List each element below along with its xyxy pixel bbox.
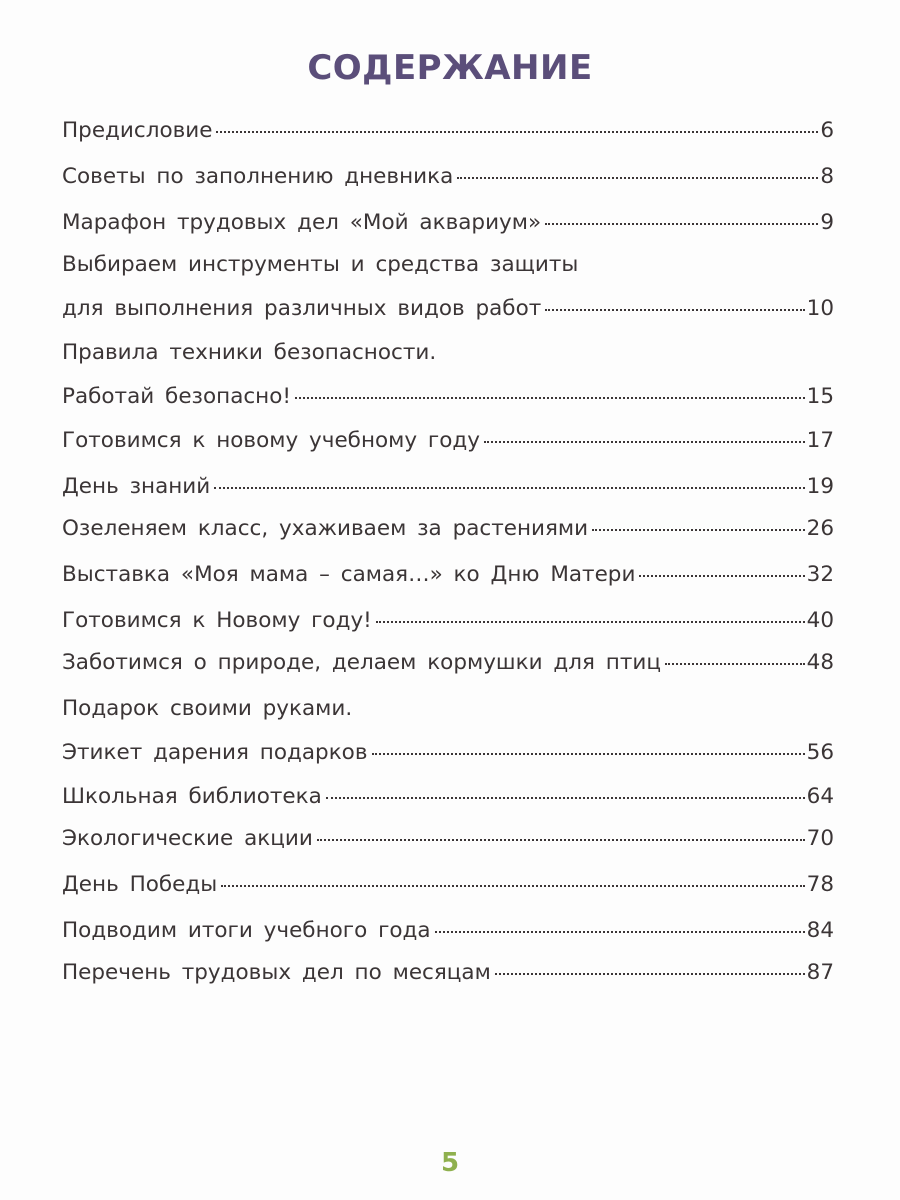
dot-leader <box>545 223 818 225</box>
toc-page-number: 15 <box>806 384 834 409</box>
toc-page-number: 40 <box>806 608 834 633</box>
toc-page-number: 6 <box>820 118 834 143</box>
toc-entry[interactable] <box>62 918 834 948</box>
toc-page-number: 56 <box>806 740 834 765</box>
toc-entry-label: Выбираем инструменты и средства защиты <box>62 252 579 277</box>
toc-entry-label: Перечень трудовых дел по месяцам <box>62 960 491 985</box>
dot-leader <box>376 621 805 623</box>
toc-entry[interactable] <box>62 474 834 504</box>
toc-page-number: 26 <box>806 516 834 541</box>
toc-entry-label: День Победы <box>62 872 218 897</box>
toc-entry-label: Работай безопасно! <box>62 384 292 409</box>
toc-page-number: 70 <box>806 826 834 851</box>
toc-entry-label: День знаний <box>62 474 211 499</box>
toc-page-number: 64 <box>806 784 834 809</box>
toc-entry[interactable] <box>62 340 834 414</box>
toc-entry[interactable] <box>62 516 834 546</box>
toc-entry[interactable] <box>62 650 834 680</box>
toc-entry[interactable] <box>62 164 834 194</box>
dot-leader <box>372 753 805 755</box>
dot-leader <box>592 529 805 531</box>
toc-entry[interactable] <box>62 562 834 592</box>
toc-entry-label: Выставка «Моя мама – самая…» ко Дню Матери <box>62 562 636 587</box>
toc-entry[interactable] <box>62 252 834 326</box>
dot-leader <box>435 931 805 933</box>
toc-entry-label: Школьная библиотека <box>62 784 322 809</box>
toc-page-number: 87 <box>806 960 834 985</box>
dot-leader <box>457 177 818 179</box>
toc-page-number: 17 <box>806 428 834 453</box>
toc-entry-label: Подарок своими руками. <box>62 696 353 721</box>
dot-leader <box>214 487 804 489</box>
toc-entry[interactable] <box>62 696 834 770</box>
dot-leader <box>495 973 805 975</box>
page-number: 5 <box>440 1148 460 1178</box>
toc-entry-label: Готовимся к новому учебному году <box>62 428 480 453</box>
dot-leader <box>216 131 818 133</box>
dot-leader <box>295 397 805 399</box>
dot-leader <box>665 663 805 665</box>
toc-page-number: 9 <box>820 210 834 235</box>
toc-entry[interactable] <box>62 210 834 240</box>
dot-leader <box>484 441 805 443</box>
toc-entry-label: Заботимся о природе, делаем кормушки для птиц <box>62 650 661 675</box>
toc-page-number: 78 <box>806 872 834 897</box>
toc-entry[interactable] <box>62 118 834 148</box>
toc-entry-label: Правила техники безопасности. <box>62 340 437 365</box>
toc-page-number: 19 <box>806 474 834 499</box>
dot-leader <box>317 839 805 841</box>
page-title: СОДЕРЖАНИЕ <box>307 48 593 88</box>
dot-leader <box>221 885 804 887</box>
toc-entry-label: Готовимся к Новому году! <box>62 608 372 633</box>
toc-entry[interactable] <box>62 960 834 990</box>
toc-entry-label: Этикет дарения подарков <box>62 740 368 765</box>
toc-page-number: 48 <box>806 650 834 675</box>
toc-entry-label: Экологические акции <box>62 826 313 851</box>
toc-entry-label: для выполнения различных видов работ <box>62 296 542 321</box>
toc-entry[interactable] <box>62 872 834 902</box>
toc-entry-label: Предисловие <box>62 118 213 143</box>
toc-page-number: 84 <box>806 918 834 943</box>
toc-entry[interactable] <box>62 428 834 458</box>
dot-leader <box>326 797 805 799</box>
toc-entry-label: Марафон трудовых дел «Мой аквариум» <box>62 210 542 235</box>
toc-entry[interactable] <box>62 784 834 814</box>
dot-leader <box>545 309 804 311</box>
toc-page-number: 32 <box>806 562 834 587</box>
toc-entry-label: Подводим итоги учебного года <box>62 918 431 943</box>
toc-entry[interactable] <box>62 826 834 856</box>
dot-leader <box>639 575 804 577</box>
toc-entry[interactable] <box>62 608 834 638</box>
toc-page-number: 10 <box>806 296 834 321</box>
toc-page-number: 8 <box>820 164 834 189</box>
toc-entry-label: Озеленяем класс, ухаживаем за растениями <box>62 516 589 541</box>
toc-entry-label: Советы по заполнению дневника <box>62 164 454 189</box>
